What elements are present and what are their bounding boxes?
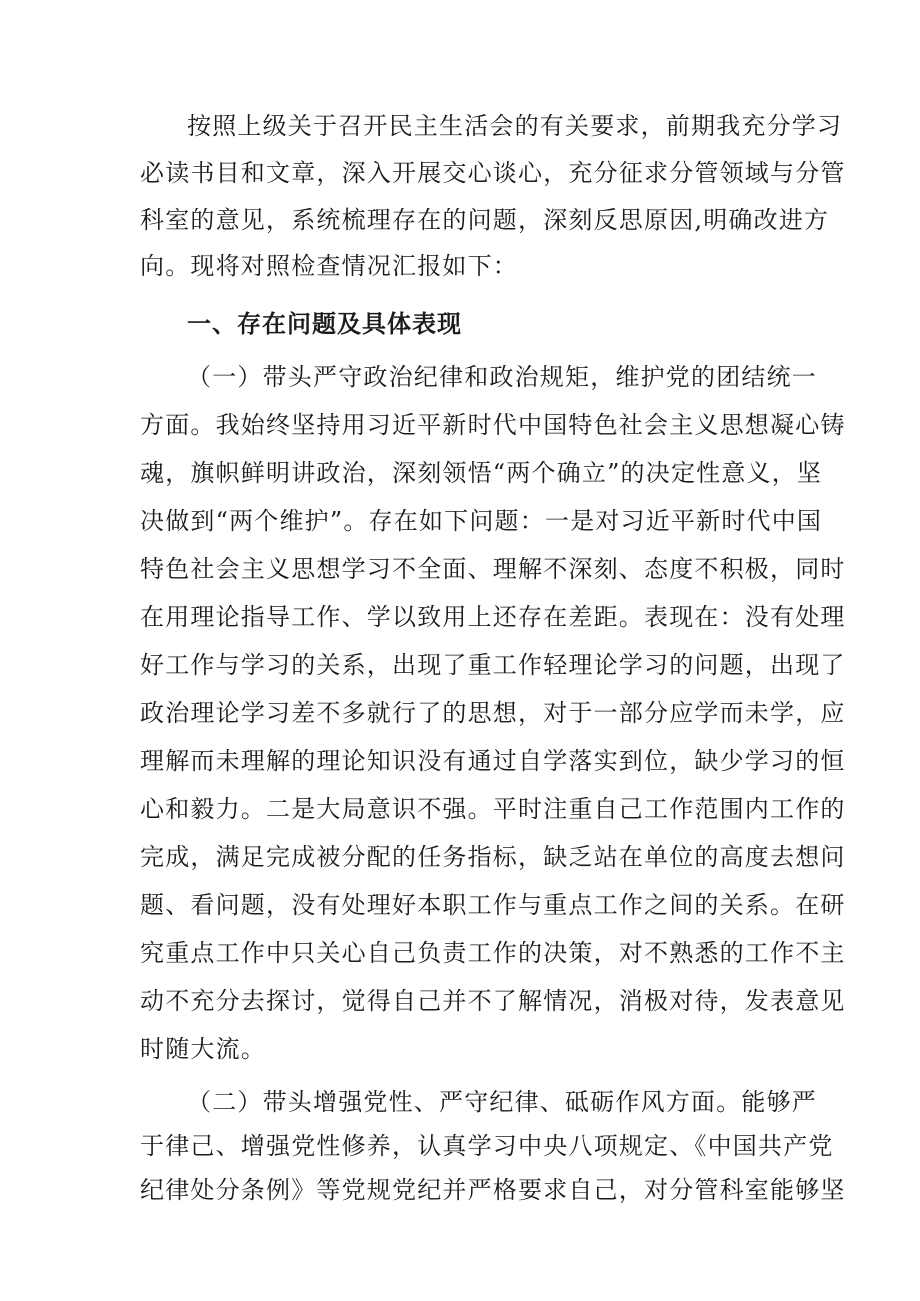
part1-line-12: 题、看问题，没有处理好本职工作与重点工作之间的关系。在研: [140, 891, 846, 919]
part2-line-2: 于律己、增强党性修养，认真学习中央八项规定、《中国共产党: [140, 1132, 834, 1160]
part1-line-4: 决做到“两个维护”。存在如下问题：一是对习近平新时代中国: [140, 507, 823, 535]
intro-line-3: 科室的意见，系统梳理存在的问题，深刻反思原因,明确改进方: [140, 206, 830, 234]
section-heading: 一、存在问题及具体表现: [187, 310, 462, 338]
part1-line-7: 好工作与学习的关系，出现了重工作轻理论学习的问题，出现了: [140, 651, 846, 679]
part1-line-11: 完成，满足完成被分配的任务指标，缺乏站在单位的高度去想问: [140, 843, 846, 871]
part1-line-3: 魂，旗帜鲜明讲政治，深刻领悟“两个确立”的决定性意义，坚: [140, 459, 823, 487]
part1-line-6: 在用理论指导工作、学以致用上还存在差距。表现在：没有处理: [140, 603, 846, 631]
part1-line-2: 方面。我始终坚持用习近平新时代中国特色社会主义思想凝心铸: [140, 411, 846, 439]
part1-line-10: 心和毅力。二是大局意识不强。平时注重自己工作范围内工作的: [140, 795, 846, 823]
part1-line-8: 政治理论学习差不多就行了的思想，对于一部分应学而未学，应: [140, 699, 846, 727]
part1-line-9: 理解而未理解的理论知识没有通过自学落实到位，缺少学习的恒: [140, 747, 846, 775]
intro-line-1: 按照上级关于召开民主生活会的有关要求，前期我充分学习: [187, 112, 843, 140]
part1-line-13: 究重点工作中只关心自己负责工作的决策，对不熟悉的工作不主: [140, 939, 846, 967]
part1-line-15: 时随大流。: [140, 1035, 266, 1063]
part2-line-1: （二）带头增强党性、严守纪律、砥砺作风方面。能够严: [187, 1088, 817, 1116]
part1-line-14: 动不充分去探讨，觉得自己并不了解情况，消极对待，发表意见: [140, 987, 846, 1015]
part1-line-5: 特色社会主义思想学习不全面、理解不深刻、态度不积极，同时: [140, 555, 846, 583]
intro-line-4: 向。现将对照检查情况汇报如下：: [140, 252, 518, 280]
intro-line-2: 必读书目和文章，深入开展交心谈心，充分征求分管领域与分管: [140, 159, 846, 187]
part1-line-1: （一）带头严守政治纪律和政治规矩，维护党的团结统一: [187, 363, 817, 391]
part2-line-3: 纪律处分条例》等党规党纪并严格要求自己，对分管科室能够坚: [140, 1176, 846, 1204]
